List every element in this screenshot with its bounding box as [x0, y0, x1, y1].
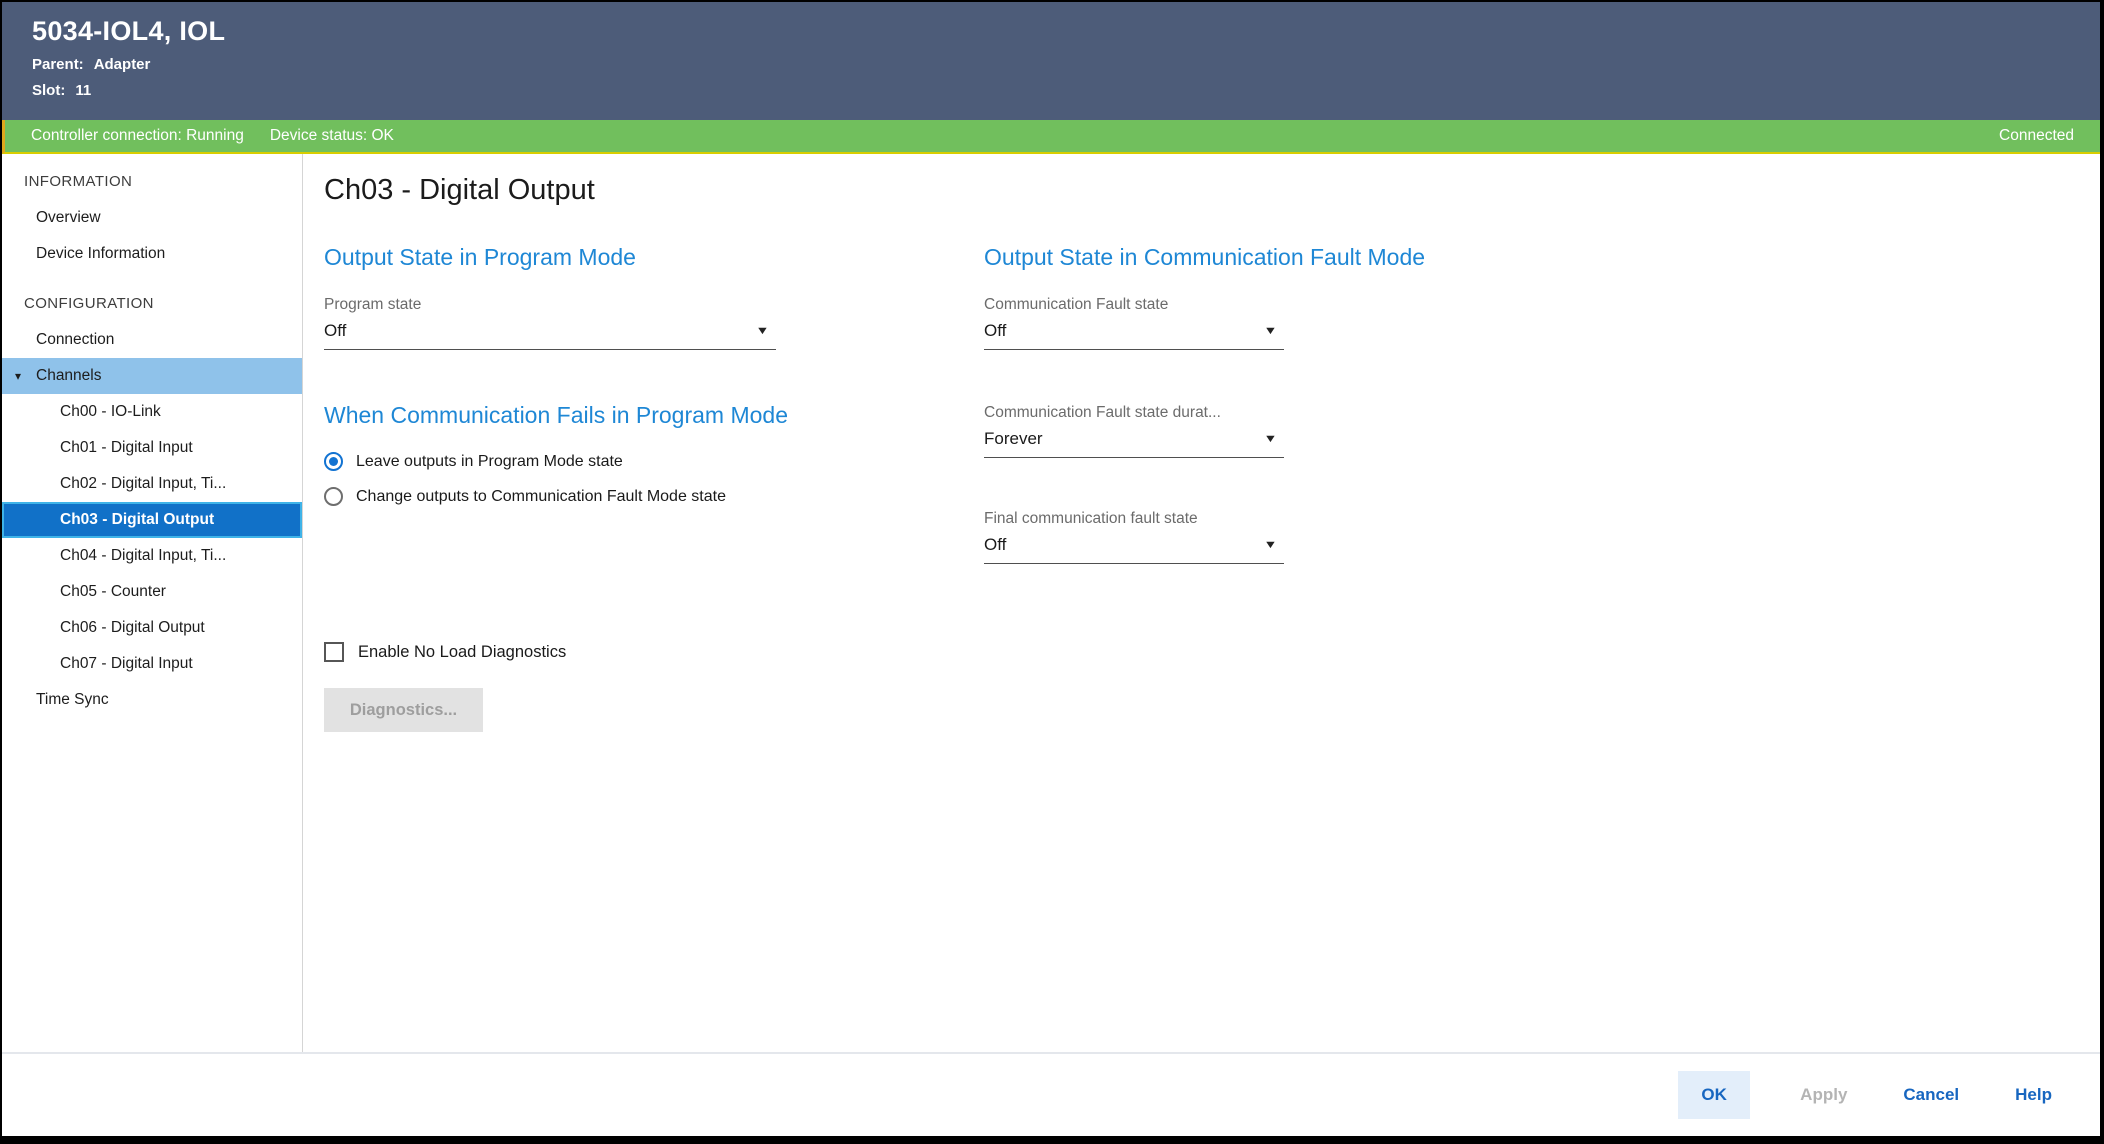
program-state-field: [324, 296, 794, 350]
sidebar-item-channels[interactable]: [2, 358, 302, 394]
comm-fault-duration-field: [984, 404, 1294, 458]
parent-value: Adapter: [93, 56, 151, 73]
slot-line: [32, 82, 2070, 99]
device-status: Device status: OK: [269, 127, 394, 144]
comm-fault-state-dropdown[interactable]: [984, 316, 1284, 350]
connection-state-badge: Connected: [1999, 127, 2074, 144]
page-title: Ch03 - Digital Output: [324, 174, 595, 206]
radio-change-outputs[interactable]: [324, 479, 794, 514]
comm-fails-options: [324, 444, 794, 514]
program-state-value: Off: [324, 321, 347, 340]
sidebar-item-ch05-counter[interactable]: Ch05 - Counter: [60, 583, 166, 600]
radio-change-outputs-label: Change outputs to Communication Fault Mode state: [356, 487, 726, 505]
no-load-diagnostics-row[interactable]: [324, 642, 794, 662]
sidebar-item-device-information[interactable]: Device Information: [36, 245, 166, 262]
section-header-configuration: CONFIGURATION: [24, 295, 154, 312]
comm-fault-state-field: [984, 296, 1294, 350]
dropdown-arrow-icon: ▼: [755, 325, 770, 337]
sidebar-item-ch04-digital-input-ti[interactable]: Ch04 - Digital Input, Ti...: [60, 547, 227, 564]
no-load-diagnostics-label: Enable No Load Diagnostics: [358, 642, 567, 661]
channel-config-panel: [303, 154, 2100, 1052]
comm-fault-duration-value: Forever: [984, 429, 1043, 448]
program-state-label: Program state: [324, 296, 422, 313]
dropdown-arrow-icon: ▼: [1263, 539, 1278, 551]
final-comm-fault-field: [984, 510, 1294, 564]
dropdown-arrow-icon: ▼: [1263, 325, 1278, 337]
final-comm-fault-value: Off: [984, 535, 1007, 554]
apply-button[interactable]: Apply: [1794, 1085, 1853, 1105]
comm-fails-heading: When Communication Fails in Program Mode: [324, 402, 789, 428]
sidebar-item-ch03-digital-output[interactable]: Ch03 - Digital Output: [2, 502, 302, 538]
radio-leave-outputs[interactable]: [324, 444, 794, 479]
dropdown-arrow-icon: ▼: [1263, 433, 1278, 445]
chevron-down-icon: ▾: [15, 369, 22, 383]
checkbox-unchecked-icon: [324, 642, 344, 662]
fault-mode-heading: Output State in Communication Fault Mode: [984, 244, 1426, 270]
radio-selected-icon: [324, 452, 343, 471]
program-state-dropdown[interactable]: [324, 316, 776, 350]
cancel-button[interactable]: Cancel: [1897, 1085, 1965, 1105]
controller-connection-status: Controller connection: Running: [31, 127, 244, 144]
sidebar-item-ch00-io-link[interactable]: Ch00 - IO-Link: [60, 403, 161, 420]
radio-leave-outputs-label: Leave outputs in Program Mode state: [356, 452, 623, 470]
help-button[interactable]: Help: [2009, 1085, 2058, 1105]
radio-unselected-icon: [324, 487, 343, 506]
comm-fault-state-value: Off: [984, 321, 1007, 340]
final-comm-fault-dropdown[interactable]: [984, 530, 1284, 564]
sidebar-nav: [2, 154, 303, 1052]
comm-fault-duration-label: Communication Fault state durat...: [984, 404, 1221, 421]
diagnostics-button[interactable]: Diagnostics...: [324, 688, 483, 732]
status-bar: [2, 120, 2100, 154]
final-comm-fault-label: Final communication fault state: [984, 510, 1198, 527]
footer-button-bar: [2, 1052, 2100, 1136]
parent-line: [32, 56, 2070, 73]
device-header: [2, 2, 2100, 120]
sidebar-item-channels-label: Channels: [36, 367, 102, 384]
comm-fault-duration-dropdown[interactable]: [984, 424, 1284, 458]
program-mode-heading: Output State in Program Mode: [324, 244, 636, 270]
device-title: 5034-IOL4, IOL: [32, 16, 226, 46]
sidebar-item-ch07-digital-input[interactable]: Ch07 - Digital Input: [60, 655, 193, 672]
parent-label: Parent:: [32, 56, 84, 73]
sidebar-item-ch02-digital-input-ti[interactable]: Ch02 - Digital Input, Ti...: [60, 475, 227, 492]
slot-value: 11: [75, 82, 92, 99]
sidebar-item-time-sync[interactable]: Time Sync: [36, 691, 109, 708]
section-header-information: INFORMATION: [24, 173, 133, 190]
slot-label: Slot:: [32, 82, 66, 99]
status-left: [31, 127, 394, 145]
sidebar-item-overview[interactable]: Overview: [36, 209, 101, 226]
sidebar-item-ch06-digital-output[interactable]: Ch06 - Digital Output: [60, 619, 205, 636]
sidebar-item-connection[interactable]: Connection: [36, 331, 115, 348]
comm-fault-state-label: Communication Fault state: [984, 296, 1169, 313]
sidebar-item-ch01-digital-input[interactable]: Ch01 - Digital Input: [60, 439, 193, 456]
ok-button[interactable]: OK: [1678, 1071, 1750, 1119]
